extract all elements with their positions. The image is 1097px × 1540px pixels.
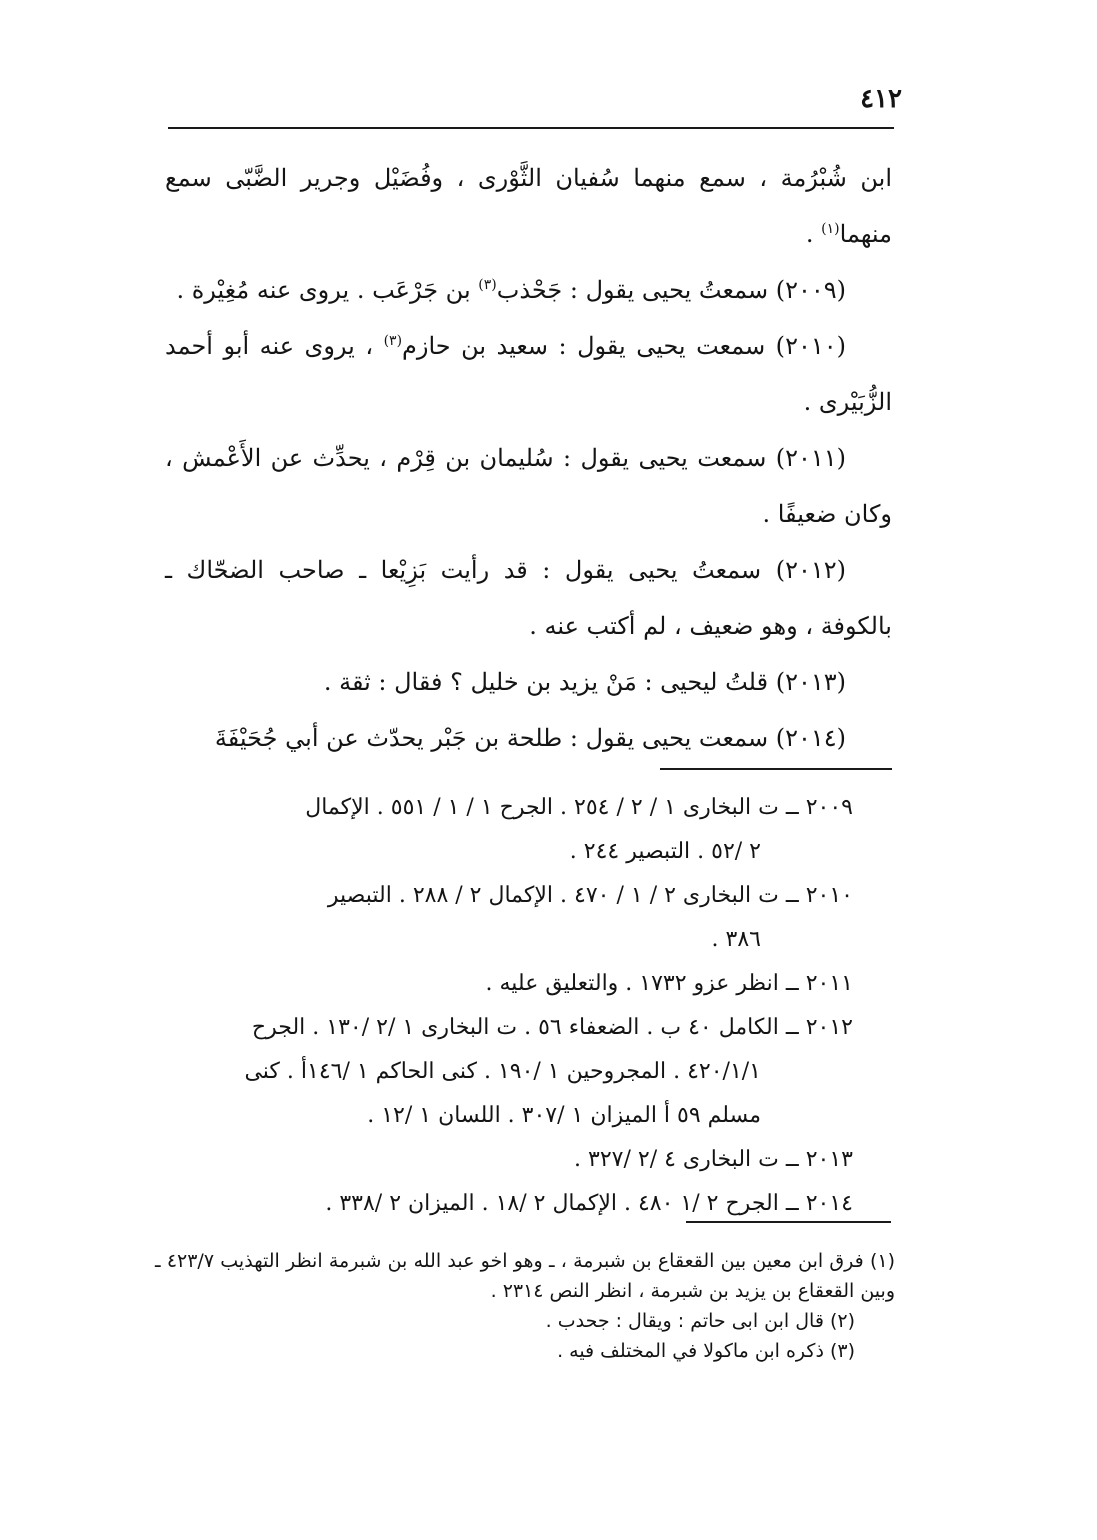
paragraph-end: . [805,220,822,248]
footnotes [155,1246,895,1366]
references-rule [660,768,892,770]
footnote-mark[interactable]: (٣) [383,333,403,349]
reference-entry [165,786,853,874]
reference-number: ٢٠١٤ ــ [778,1191,853,1216]
entry-text: ، يروى عنه أبو أحمد الزُّبَيْرى . [165,332,892,416]
reference-number: ٢٠١٢ ــ [778,1015,853,1040]
entry-2010 [165,318,892,430]
page-number: ٤١٢ [860,84,902,114]
references-list [165,786,853,1226]
reference-line: ٤٢٠/١/١ . المجروحين ١ /١٩٠ . كنى الحاكم ١ /١٤٦أ . كنى [244,1059,761,1084]
paragraph-text: ابن شُبْرُمة ، سمع منهما سُفيان الثَّوْرى ، وفُضَيْل وجرير الضَّبّى سمع منهما [165,164,892,248]
reference-line: ٢ /٥٢ . التبصير ٢٤٤ . [569,839,761,864]
reference-line: ٣٨٦ . [711,927,761,952]
reference-line: مسلم ٥٩ أ الميزان ١ /٣٠٧ . اللسان ١ /١٢ . [367,1103,761,1128]
entry-2012: (٢٠١٢) سمعتُ يحيى يقول : قد رأيت بَزِيْعا ـ صاحب الضحّاك ـ بالكوفة ، وهو ضعيف ، لم أكتب عنه . [165,556,892,640]
reference-number: ٢٠١١ ــ [778,971,853,996]
main-text [165,150,892,766]
entry-2011: (٢٠١١) سمعت يحيى يقول : سُليمان بن قِرْم ، يحدِّث عن الأَعْمش ، وكان ضعيفًا . [165,444,892,528]
entry-2013: (٢٠١٣) قلتُ ليحيى : مَنْ يزيد بن خليل ؟ فقال : ثقة . [323,668,846,696]
footnotes-rule [686,1221,891,1223]
reference-line: الجرح ٢ /١ ٤٨٠ . الإكمال ٢ /١٨ . الميزان ٢ /٣٣٨ . [325,1191,779,1216]
reference-entry [165,874,853,962]
entry-text: (٢٠٠٩) سمعتُ يحيى يقول : جَحْذب [496,276,846,304]
footnote-2: (٢) قال ابن ابى حاتم : ويقال : جحدب . [545,1310,855,1332]
reference-number: ٢٠١٣ ــ [778,1147,853,1172]
reference-entry [165,962,853,1006]
reference-line: الكامل ٤٠ ب . الضعفاء ٥٦ . ت البخارى ١ /٢ /١٣٠ . الجرح [251,1015,779,1040]
entry-2009 [165,262,892,318]
entry-2014: (٢٠١٤) سمعت يحيى يقول : طلحة بن جَبْر يحدّث عن أبي جُحَيْفَةَ [214,724,846,752]
reference-line: انظر عزو ١٧٣٢ . والتعليق عليه . [485,971,779,996]
reference-entry [165,1138,853,1182]
reference-line: ت البخارى ٤ /٢ /٣٢٧ . [574,1147,779,1172]
header-rule [168,127,894,129]
footnote-mark[interactable]: (١) [821,221,840,237]
footnote-mark[interactable]: (٣) [478,277,497,293]
footnote-3: (٣) ذكره ابن ماكولا في المختلف فيه . [557,1340,855,1362]
reference-entry [165,1182,853,1226]
reference-number: ٢٠١٠ ــ [778,883,853,908]
reference-line: ت البخارى ٢ / ١ / ٤٧٠ . الإكمال ٢ / ٢٨٨ . التبصير [327,883,779,908]
reference-number: ٢٠٠٩ ــ [778,795,853,820]
reference-entry [165,1006,853,1138]
entry-text: (٢٠١٠) سمعت يحيى يقول : سعيد بن حازم [402,332,846,360]
footnote-1: (١) فرق ابن معين بين القعقاع بن شبرمة ، ـ وهو اخو عبد الله بن شبرمة انظر التهذيب ٤٢٣/٧ ـ وبين القعقاع بن يزيد بن شبرمة ، انظر النص ٢٣١٤ . [155,1250,896,1302]
entry-text: بن جَرْعَب . يروى عنه مُغِيْرة . [176,276,471,304]
paragraph-continuation [165,150,892,262]
reference-line: ت البخارى ١ / ٢ / ٢٥٤ . الجرح ١ / ١ / ٥٥١ . الإكمال [305,795,779,820]
